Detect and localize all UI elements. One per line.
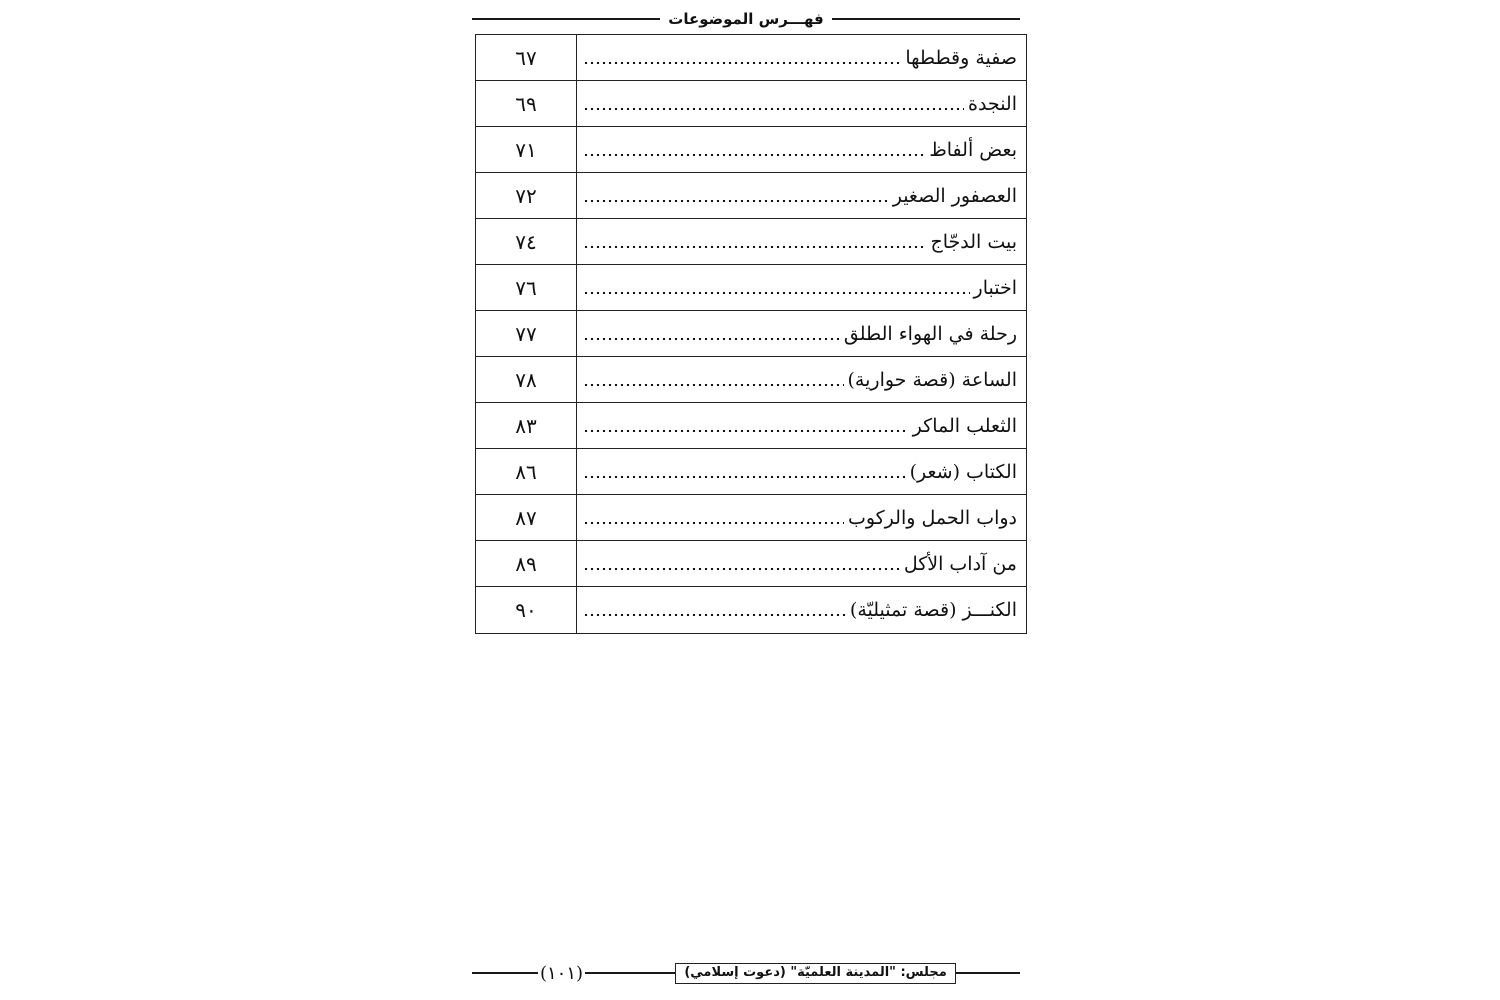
page-header	[472, 6, 1020, 32]
dot-leader	[583, 292, 970, 294]
toc-row	[476, 81, 1026, 127]
toc-topic-cell	[576, 81, 1026, 126]
toc-row	[476, 541, 1026, 587]
toc-topic-cell	[576, 219, 1026, 264]
toc-page-number: ٩٠	[515, 598, 537, 622]
toc-topic: النجدة	[968, 92, 1017, 115]
toc-topic: بعض ألفاظ	[929, 138, 1017, 161]
toc-page-number: ٨٧	[515, 505, 537, 530]
toc-page-number: ٧٧	[515, 321, 537, 346]
dot-leader	[583, 476, 906, 478]
toc-row	[476, 265, 1026, 311]
toc-topic-cell	[576, 495, 1026, 540]
toc-page-number: ٨٣	[515, 413, 537, 438]
dot-leader	[583, 338, 840, 340]
toc-topic-cell	[576, 35, 1026, 80]
toc-topic: الكتاب (شعر)	[909, 460, 1017, 483]
toc-page-number: ٧٤	[515, 229, 537, 254]
toc-row	[476, 173, 1026, 219]
page-number: (١٠١)	[539, 962, 584, 984]
toc-topic-cell	[576, 311, 1026, 356]
header-title: فهـــرس الموضوعات	[668, 10, 824, 28]
toc-page-number: ٦٩	[515, 91, 537, 116]
toc-topic-cell	[576, 265, 1026, 310]
toc-row	[476, 357, 1026, 403]
toc-topic: دواب الحمل والركوب	[847, 506, 1017, 529]
dot-leader	[583, 246, 926, 248]
toc-table	[475, 34, 1027, 634]
toc-topic: الثعلب الماكر	[912, 414, 1017, 437]
toc-row	[476, 449, 1026, 495]
toc-page-number: ٧٨	[515, 367, 537, 392]
dot-leader	[583, 430, 909, 432]
toc-row	[476, 587, 1026, 633]
toc-page-number: ٧٦	[515, 275, 537, 300]
toc-topic: العصفور الصغير	[892, 184, 1017, 207]
footer-rule-middle	[585, 972, 675, 974]
dot-leader	[583, 200, 889, 202]
toc-topic: اختبار	[973, 276, 1017, 299]
toc-topic-cell	[576, 357, 1026, 402]
toc-topic-cell	[576, 127, 1026, 172]
page-footer	[472, 958, 1020, 988]
toc-topic: صفية وقططها	[905, 46, 1017, 69]
toc-topic-cell	[576, 587, 1026, 633]
toc-topic: الساعة (قصة حوارية)	[847, 368, 1017, 391]
toc-page-number: ٨٩	[515, 551, 537, 576]
toc-row	[476, 35, 1026, 81]
toc-page-number: ٧٢	[515, 183, 537, 208]
dot-leader	[583, 154, 925, 156]
toc-page-number: ٦٧	[515, 45, 537, 70]
header-rule-right	[832, 18, 1020, 20]
toc-page-number: ٨٦	[515, 459, 537, 484]
toc-topic-cell	[576, 403, 1026, 448]
toc-page-number: ٧١	[515, 137, 537, 162]
toc-topic-cell	[576, 541, 1026, 586]
header-rule-left	[472, 18, 660, 20]
toc-topic: من آداب الأكل	[903, 552, 1017, 575]
toc-topic-cell	[576, 173, 1026, 218]
dot-leader	[583, 384, 844, 386]
dot-leader	[583, 108, 964, 110]
dot-leader	[583, 522, 844, 524]
toc-row	[476, 311, 1026, 357]
publisher-label: مجلس: "المدينة العلميّة" (دعوت إسلامي)	[675, 963, 955, 984]
toc-row	[476, 219, 1026, 265]
dot-leader	[583, 568, 900, 570]
toc-topic: الكنـــز (قصة تمثيليّة)	[849, 599, 1017, 621]
toc-row	[476, 127, 1026, 173]
dot-leader	[583, 614, 846, 616]
toc-topic: رحلة في الهواء الطلق	[843, 322, 1017, 345]
toc-row	[476, 495, 1026, 541]
toc-topic: بيت الدجّاج	[930, 230, 1017, 253]
footer-rule-right	[956, 972, 1020, 974]
toc-topic-cell	[576, 449, 1026, 494]
toc-row	[476, 403, 1026, 449]
footer-rule-left	[472, 972, 538, 974]
dot-leader	[583, 62, 901, 64]
